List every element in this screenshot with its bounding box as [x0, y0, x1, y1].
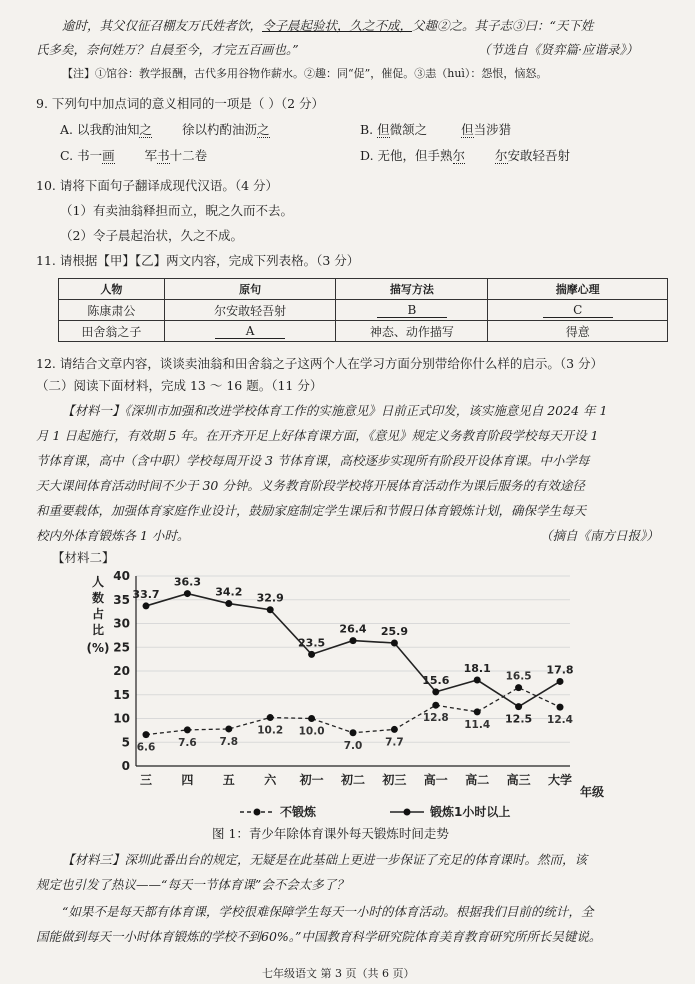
data-label: 15.6 [422, 673, 450, 687]
option-text: C. 书一 [60, 148, 103, 163]
data-label: 26.4 [339, 622, 367, 636]
table-cell: 得意 [488, 321, 668, 342]
option-text: 徐以杓酌油沥 [181, 122, 257, 137]
x-tick-label: 高三 [506, 773, 531, 787]
x-tick-label: 大学 [547, 773, 573, 787]
data-point [225, 725, 232, 732]
y-axis-label-char: 占 [91, 607, 105, 621]
data-label: 32.9 [256, 591, 284, 605]
y-tick-label: 0 [121, 759, 130, 773]
dotted-word: 但 [461, 122, 474, 137]
data-label: 11.4 [464, 718, 491, 731]
data-label: 18.1 [463, 662, 491, 676]
table-cell: 陈康肃公 [59, 300, 165, 321]
data-point [515, 703, 522, 710]
q9-stem: 9. 下列句中加点词的意义相同的一项是（ ）（2 分） [36, 96, 325, 111]
q9-option-c [60, 148, 207, 164]
option-text: 十二卷 [169, 148, 208, 163]
material1-line: 月 1 日起施行，有效期 5 年。在开齐开足上好体育课方面，《意见》规定义务教育阶段学校每天开设 1 [36, 428, 599, 443]
option-text: A. 以我酌油知 [60, 122, 140, 137]
material1-source: （摘自《南方日报》） [540, 528, 659, 543]
data-point [184, 590, 191, 597]
y-tick-label: 10 [113, 711, 130, 726]
chart-caption: 图 1：青少年除体育课外每天锻炼时间走势 [212, 826, 449, 841]
y-tick-label: 25 [113, 640, 130, 655]
data-label: 7.0 [343, 739, 363, 752]
answer-blank-c: C [543, 303, 613, 318]
passage-line-2 [36, 42, 299, 58]
data-label: 16.5 [505, 670, 532, 683]
q11-table [58, 278, 668, 342]
dotted-word: 尔 [495, 148, 508, 163]
data-point [308, 651, 315, 658]
y-tick-label: 5 [121, 735, 130, 750]
material2-label: 【材料二】 [52, 550, 115, 565]
data-point [515, 684, 522, 691]
dotted-word: 之 [257, 122, 270, 137]
dotted-word: 画 [102, 148, 115, 163]
y-axis-label-unit: (%) [86, 641, 110, 655]
q9-option-b [360, 122, 511, 138]
material1-line: 校内外体育锻炼各 1 小时。 [36, 528, 190, 543]
option-text: D. 无他，但手熟 [360, 148, 453, 163]
q9-option-a [60, 122, 270, 138]
y-tick-label: 35 [113, 592, 130, 607]
x-tick-label: 三 [139, 773, 153, 787]
q10-stem: 10. 请将下面句子翻译成现代汉语。（4 分） [36, 178, 279, 193]
y-tick-label: 40 [113, 569, 130, 583]
x-tick-label: 五 [222, 773, 235, 787]
q12-stem: 12. 请结合文章内容，谈谈卖油翁和田舍翁之子这两个人在学习方面分别带给你什么样的启示。（3 分） [36, 356, 604, 371]
data-label: 12.5 [505, 712, 533, 726]
q10-sentence-1: （1）有卖油翁释担而立，睨之久而不去。 [60, 203, 293, 218]
material3-line: “如果不是每天都有体育课，学校很难保障学生每天一小时的体育活动。根据我们目前的统计，全 [62, 904, 594, 919]
chart-y-axis [87, 569, 137, 773]
dotted-word: 尔 [452, 148, 466, 163]
material3-line: 规定也引发了热议——“每天一节体育课”会不会太多了？ [36, 877, 349, 892]
y-tick-label: 30 [113, 616, 130, 631]
table-header: 揣摩心理 [488, 279, 668, 300]
q11-stem: 11. 请根据【甲】【乙】两文内容，完成下列表格。（3 分） [36, 253, 360, 268]
material1-line: 【材料一】《深圳市加强和改进学校体育工作的实施意见》日前正式印发，该实施意见自 2024 年 1 [62, 403, 608, 418]
x-axis-label: 年级 [580, 785, 605, 799]
data-point [184, 726, 191, 733]
data-label: 12.4 [547, 714, 573, 727]
q9-option-d [360, 148, 570, 164]
material3-line: 【材料三】深圳此番出台的规定，无疑是在此基础上更进一步保证了充足的体育课时。然而，该 [62, 852, 588, 867]
y-axis-label-char: 比 [91, 623, 105, 637]
chart-x-axis [136, 766, 604, 799]
legend-label: 锻炼1小时以上 [430, 805, 511, 819]
table-cell-blank[interactable] [488, 300, 668, 321]
data-label: 10.0 [298, 725, 325, 738]
data-point [350, 729, 357, 736]
x-tick-label: 六 [264, 773, 277, 787]
chart-series [132, 576, 573, 754]
option-text: 微颔之 [389, 122, 428, 137]
data-point [432, 688, 439, 695]
table-cell-blank[interactable] [164, 321, 336, 342]
chart-legend [240, 804, 510, 819]
data-label: 36.3 [173, 575, 201, 589]
data-point [143, 731, 150, 738]
option-text: 安敢轻吾射 [507, 148, 571, 163]
data-label: 33.7 [132, 587, 160, 601]
data-point [432, 702, 439, 709]
x-tick-label: 四 [181, 773, 194, 787]
data-point [308, 715, 315, 722]
data-label: 6.6 [136, 741, 156, 754]
page-footer: 七年级语文 第 3 页（共 6 页） [262, 967, 415, 980]
exercise-trend-chart [70, 566, 630, 836]
passage-text: 逾时，其父仅征召棚友万氏姓者饮， [62, 18, 263, 33]
y-axis-label-char: 人 [91, 575, 105, 589]
data-point [350, 637, 357, 644]
y-tick-label: 20 [113, 664, 130, 678]
data-point [391, 639, 398, 646]
legend-marker [254, 809, 261, 816]
table-cell: 田舍翁之子 [59, 321, 165, 342]
passage-text: 氏多矣，奈何姓万？自晨至今，才完五百画也。” [36, 42, 299, 57]
answer-blank-a: A [215, 324, 285, 339]
table-cell-blank[interactable] [336, 300, 488, 321]
data-point [474, 677, 481, 684]
passage-line-1 [62, 18, 593, 34]
legend-marker [404, 809, 411, 816]
x-tick-label: 高二 [465, 773, 490, 787]
dotted-word: 但 [377, 122, 390, 137]
data-label: 7.8 [219, 735, 239, 748]
option-text: 当涉猎 [473, 122, 512, 137]
data-label: 34.2 [215, 585, 243, 599]
material1-line: 和重要载体，加强体育家庭作业设计，鼓励家庭制定学生课后和节假日体育锻炼计划，确保学生每天 [36, 503, 587, 518]
passage-text-end: 父趣②之。其子志③曰：“天下姓 [412, 18, 594, 33]
material1-line: 天大课间体育活动时间不少于 30 分钟。义务教育阶段学校将开展体育活动作为课后服务的有效途径 [36, 478, 585, 493]
table-row [59, 321, 668, 342]
legend-label: 不锻炼 [280, 805, 317, 819]
data-label: 23.5 [298, 636, 326, 650]
dotted-word: 之 [139, 122, 152, 137]
table-header-row [59, 279, 668, 300]
data-label: 7.6 [178, 736, 197, 749]
y-tick-label: 15 [113, 687, 130, 702]
data-point [557, 678, 564, 685]
x-tick-label: 初三 [382, 773, 407, 787]
data-label: 10.2 [257, 724, 284, 737]
material3-line: 国能做到每天一小时体育锻炼的学校不到60%。”中国教育科学研究院体育美育教育研究所所长吴键说。 [36, 929, 602, 944]
data-point [557, 704, 564, 711]
data-label: 25.9 [380, 624, 408, 638]
q10-sentence-2: （2）令子晨起治状，久之不成。 [60, 228, 243, 243]
x-tick-label: 初二 [340, 773, 366, 787]
y-axis-label-char: 数 [91, 591, 105, 605]
data-point [225, 600, 232, 607]
data-label: 7.7 [385, 736, 404, 749]
data-point [143, 602, 150, 609]
data-point [267, 606, 274, 613]
data-point [391, 726, 398, 733]
passage-underlined-text: 令子晨起验状，久之不成， [262, 18, 413, 33]
data-point [474, 708, 481, 715]
x-tick-label: 高一 [423, 773, 448, 787]
table-cell: 尔安敢轻吾射 [164, 300, 336, 321]
option-text: B. [360, 122, 378, 137]
passage-note: 【注】①馆谷：教学报酬，古代多用谷物作薪水。②趣：同“促”，催促。③恚（huì）：怨恨，恼怒。 [62, 67, 548, 80]
section-2-title: （二）阅读下面材料，完成 13 ～ 16 题。（11 分） [36, 378, 323, 393]
table-header: 原句 [164, 279, 336, 300]
dotted-word: 书 [157, 148, 170, 163]
table-cell: 神态、动作描写 [336, 321, 488, 342]
table-header: 人物 [59, 279, 165, 300]
material1-line: 节体育课，高中（含中职）学校每周开设 3 节体育课，高校逐步实现所有阶段开设体育课。中小学每 [36, 453, 590, 468]
option-text: 军 [144, 148, 158, 163]
table-row [59, 300, 668, 321]
data-point [267, 714, 274, 721]
x-tick-label: 初一 [299, 773, 324, 787]
data-label: 12.8 [422, 712, 449, 725]
data-label: 17.8 [546, 663, 574, 677]
table-header: 描写方法 [336, 279, 488, 300]
answer-blank-b: B [377, 303, 447, 318]
passage-source: （节选自《贤弈篇·应谐录》） [478, 42, 639, 57]
